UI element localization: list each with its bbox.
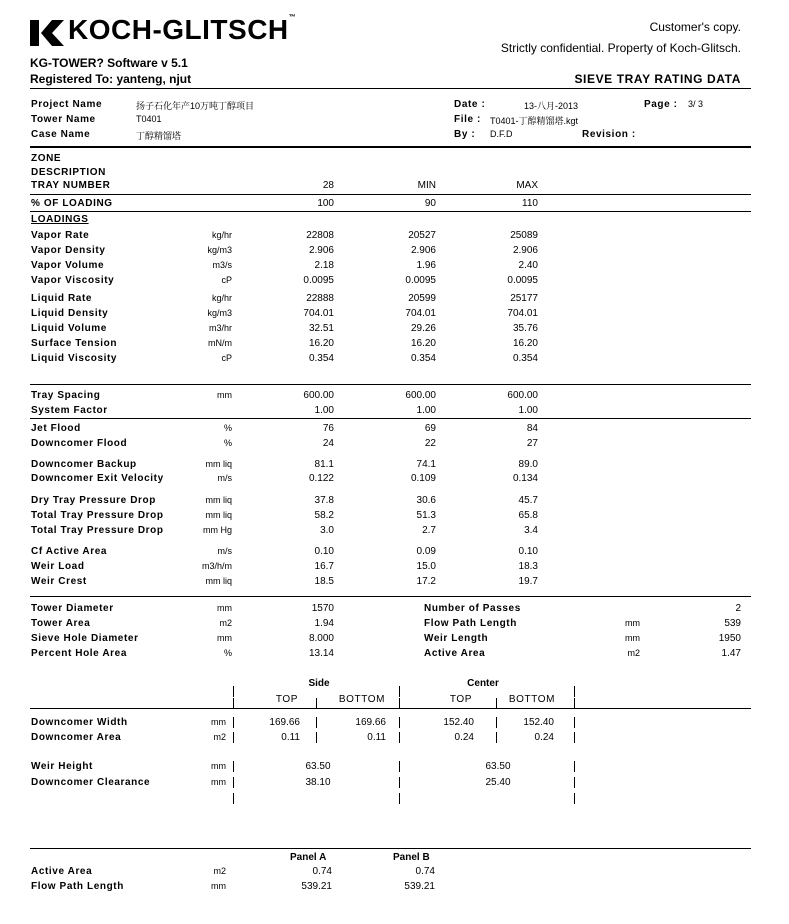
side-bottom-header: BOTTOM [338,694,386,705]
table-separator [399,761,400,772]
revision-label: Revision : [582,129,636,140]
description-label: DESCRIPTION [31,167,106,178]
geometry-unit: mm [625,633,640,643]
panel-b-header: Panel B [393,852,430,863]
row-value-max: 0.10 [518,546,538,557]
row-value-min: 0.09 [416,546,436,557]
row-label: Jet Flood [31,423,81,434]
row-value-normal: 0.10 [314,546,334,557]
row-value-normal: 32.51 [308,323,334,334]
min-column-header: MIN [417,180,436,191]
by-label: By : [454,129,476,140]
table-separator [316,698,317,709]
geometry-label: Flow Path Length [424,618,517,629]
row-value-min: 17.2 [416,576,436,587]
row-unit: m/s [217,473,232,483]
center-top-value: 152.40 [443,717,474,728]
row-value-max: 45.7 [518,495,538,506]
row-value-min: 0.0095 [405,275,436,286]
row-value-max: 25177 [510,293,538,304]
divider [30,596,751,597]
row-label: Downcomer Exit Velocity [31,473,164,484]
table-separator [574,761,575,772]
center-value: 63.50 [485,761,511,772]
by-value: D.F.D [490,129,513,139]
row-label: Vapor Viscosity [31,275,115,286]
table-separator [399,717,400,728]
loading-value: 100 [317,198,334,209]
side-top-value: 169.66 [269,717,300,728]
table-separator [574,686,575,697]
panel-row-unit: mm [211,881,226,891]
row-label: Liquid Rate [31,293,93,304]
geometry-unit: mm [217,603,232,613]
geometry-value: 1950 [718,633,741,644]
divider [30,384,751,385]
table-separator [574,717,575,728]
row-value-max: 89.0 [518,459,538,470]
row-unit: m3/hr [208,323,232,333]
geometry-value: 13.14 [308,648,334,659]
row-unit: % [223,438,232,448]
geometry-value: 1.94 [314,618,334,629]
geometry-label: Percent Hole Area [31,648,127,659]
geometry-label: Number of Passes [424,603,521,614]
file-value: T0401-丁醇精馏塔.kgt [490,116,579,126]
row-value-max: 25089 [510,230,538,241]
downcomer-row-label: Downcomer Width [31,717,128,728]
panel-row-label: Flow Path Length [31,881,124,892]
geometry-unit: % [223,648,232,658]
row-value-max: 2.40 [518,260,538,271]
row-value-normal: 18.5 [314,576,334,587]
side-top-value: 0.11 [281,732,300,743]
row-label: Liquid Viscosity [31,353,118,364]
zone-label: ZONE [31,153,62,164]
divider [30,848,751,849]
side-header: Side [308,678,330,689]
confidential-note: Strictly confidential. Property of Koch-Glitsch. [500,41,741,55]
table-separator [233,686,234,697]
table-separator [574,698,575,709]
row-value-normal: 76 [322,423,334,434]
row-unit: kg/hr [211,293,232,303]
downcomer-row-unit: mm [211,761,226,771]
row-value-min: 16.20 [410,338,436,349]
file-label: File : [454,114,481,125]
row-label: Vapor Volume [31,260,105,271]
geometry-value: 8.000 [308,633,334,644]
registered-to: Registered To: yanteng, njut [30,72,192,86]
divider [30,146,751,148]
table-separator [233,732,234,743]
geometry-label: Active Area [424,648,486,659]
row-value-min: 1.96 [416,260,436,271]
row-value-normal: 22888 [306,293,334,304]
row-value-normal: 16.20 [308,338,334,349]
divider [30,88,751,89]
downcomer-row-unit: mm [211,777,226,787]
geometry-unit: mm [217,633,232,643]
geometry-label: Tower Area [31,618,91,629]
project-name-value: 扬子石化年产10万吨丁醇项目 [136,101,255,111]
row-value-max: 84 [526,423,538,434]
table-separator [574,777,575,788]
side-bottom-value: 169.66 [355,717,386,728]
row-label: Dry Tray Pressure Drop [31,495,156,506]
tower-name-label: Tower Name [31,114,96,125]
loading-value: 110 [522,198,538,209]
table-separator [399,698,400,709]
side-bottom-value: 0.11 [367,732,386,743]
table-separator [574,732,575,743]
row-value-normal: 22808 [306,230,334,241]
row-label: Liquid Density [31,308,109,319]
row-value-min: 1.00 [416,405,436,416]
geometry-unit: m2 [627,648,640,658]
row-unit: mm [217,390,232,400]
row-value-max: 18.3 [518,561,538,572]
row-label: Downcomer Backup [31,459,137,470]
center-bottom-value: 152.40 [523,717,554,728]
table-separator [233,761,234,772]
row-unit: mm liq [205,459,232,469]
row-label: Total Tray Pressure Drop [31,510,164,521]
row-unit: kg/m3 [207,308,232,318]
row-value-normal: 0.354 [308,353,334,364]
row-value-normal: 2.906 [308,245,334,256]
row-label: Liquid Volume [31,323,107,334]
row-label: System Factor [31,405,108,416]
row-unit: m3/h/m [201,561,232,571]
max-column-header: MAX [516,180,538,191]
row-unit: kg/m3 [207,245,232,255]
row-value-normal: 37.8 [314,495,334,506]
panel-b-value: 0.74 [415,866,435,877]
center-top-header: TOP [449,694,473,705]
row-value-min: 600.00 [405,390,436,401]
table-separator [233,777,234,788]
row-value-normal: 600.00 [303,390,334,401]
row-value-normal: 24 [322,438,334,449]
row-value-normal: 2.18 [314,260,334,271]
row-value-min: 69 [424,423,436,434]
row-value-max: 3.4 [524,525,538,536]
row-label: Tray Spacing [31,390,101,401]
row-value-min: 51.3 [416,510,436,521]
row-label: Downcomer Flood [31,438,128,449]
row-unit: % [223,423,232,433]
row-value-normal: 704.01 [303,308,334,319]
tray-number-value: 28 [322,180,334,191]
geometry-value: 539 [724,618,741,629]
row-value-max: 27 [526,438,538,449]
downcomer-row-label: Weir Height [31,761,93,772]
row-unit: mN/m [208,338,232,348]
divider [30,211,751,212]
row-value-max: 0.354 [512,353,538,364]
row-label: Vapor Rate [31,230,90,241]
center-bottom-value: 0.24 [534,732,554,743]
center-top-value: 0.24 [454,732,474,743]
date-label: Date : [454,99,486,110]
row-value-max: 19.7 [518,576,538,587]
row-unit: m3/s [212,260,232,270]
geometry-value: 2 [735,603,741,614]
table-separator [233,698,234,709]
divider [30,194,751,195]
row-value-normal: 81.1 [314,459,334,470]
table-separator [399,793,400,804]
row-unit: cP [221,275,232,285]
row-value-min: 0.109 [410,473,436,484]
date-value: 13-八月-2013 [524,101,579,111]
table-separator [233,717,234,728]
row-value-min: 2.7 [422,525,436,536]
row-value-normal: 0.122 [308,473,334,484]
row-value-min: 20527 [408,230,436,241]
panel-a-header: Panel A [290,852,327,863]
table-separator [399,777,400,788]
table-separator [399,732,400,743]
row-value-max: 2.906 [512,245,538,256]
page-label: Page : [644,99,678,110]
geometry-value: 1570 [311,603,334,614]
table-separator [496,732,497,743]
table-separator [316,732,317,743]
row-label: Surface Tension [31,338,118,349]
company-logo-text: KOCH-GLITSCH™ [68,14,297,45]
row-unit: cP [221,353,232,363]
page-value: 3/ 3 [688,99,704,109]
row-value-min: 15.0 [416,561,436,572]
loading-label: % OF LOADING [31,198,113,209]
panel-a-value: 0.74 [312,866,332,877]
row-unit: mm liq [205,576,232,586]
downcomer-row-label: Downcomer Clearance [31,777,151,788]
row-value-normal: 1.00 [314,405,334,416]
row-value-min: 74.1 [416,459,436,470]
row-value-max: 1.00 [518,405,538,416]
row-unit: mm Hg [203,525,232,535]
tray-number-label: TRAY NUMBER [31,180,111,191]
row-value-min: 704.01 [405,308,436,319]
table-separator [399,686,400,697]
table-separator [574,793,575,804]
row-value-max: 16.20 [512,338,538,349]
side-value: 38.10 [305,777,331,788]
customers-copy-note: Customer's copy. [649,20,741,34]
row-label: Vapor Density [31,245,106,256]
row-value-max: 0.134 [512,473,538,484]
downcomer-row-unit: mm [211,717,226,727]
row-unit: mm liq [205,510,232,520]
row-value-min: 22 [424,438,436,449]
geometry-unit: mm [625,618,640,628]
row-unit: kg/hr [211,230,232,240]
loadings-heading: LOADINGS [31,214,89,225]
report-title: SIEVE TRAY RATING DATA [574,72,741,86]
geometry-label: Weir Length [424,633,489,644]
tower-name-value: T0401 [136,114,162,124]
case-name-label: Case Name [31,129,91,140]
geometry-value: 1.47 [721,648,741,659]
row-unit: mm liq [205,495,232,505]
side-top-header: TOP [275,694,299,705]
row-label: Cf Active Area [31,546,108,557]
row-value-normal: 3.0 [320,525,334,536]
koch-glitsch-logo-icon [30,20,64,46]
side-value: 63.50 [305,761,331,772]
panel-row-unit: m2 [213,866,226,876]
software-version: KG-TOWER? Software v 5.1 [30,56,188,70]
downcomer-row-label: Downcomer Area [31,732,122,743]
table-separator [496,717,497,728]
panel-b-value: 539.21 [404,881,435,892]
center-header: Center [467,678,499,689]
loading-value: 90 [424,198,436,209]
row-value-max: 0.0095 [507,275,538,286]
table-separator [316,717,317,728]
project-name-label: Project Name [31,99,103,110]
row-value-normal: 58.2 [314,510,334,521]
panel-a-value: 539.21 [301,881,332,892]
geometry-label: Sieve Hole Diameter [31,633,139,644]
downcomer-row-unit: m2 [213,732,226,742]
row-value-min: 30.6 [416,495,436,506]
table-separator [496,698,497,709]
table-separator [233,793,234,804]
row-label: Weir Crest [31,576,87,587]
row-value-max: 65.8 [518,510,538,521]
case-name-value: 丁醇精馏塔 [136,131,182,141]
geometry-label: Tower Diameter [31,603,114,614]
row-label: Total Tray Pressure Drop [31,525,164,536]
row-value-max: 35.76 [512,323,538,334]
geometry-unit: m2 [219,618,232,628]
divider [30,418,751,419]
row-value-min: 29.26 [410,323,436,334]
row-value-min: 0.354 [410,353,436,364]
row-value-min: 20599 [408,293,436,304]
divider [30,708,751,709]
row-value-max: 704.01 [507,308,538,319]
center-value: 25.40 [485,777,511,788]
row-value-normal: 16.7 [314,561,334,572]
panel-row-label: Active Area [31,866,93,877]
row-value-normal: 0.0095 [303,275,334,286]
row-unit: m/s [217,546,232,556]
row-label: Weir Load [31,561,85,572]
row-value-max: 600.00 [507,390,538,401]
center-bottom-header: BOTTOM [508,694,556,705]
row-value-min: 2.906 [410,245,436,256]
